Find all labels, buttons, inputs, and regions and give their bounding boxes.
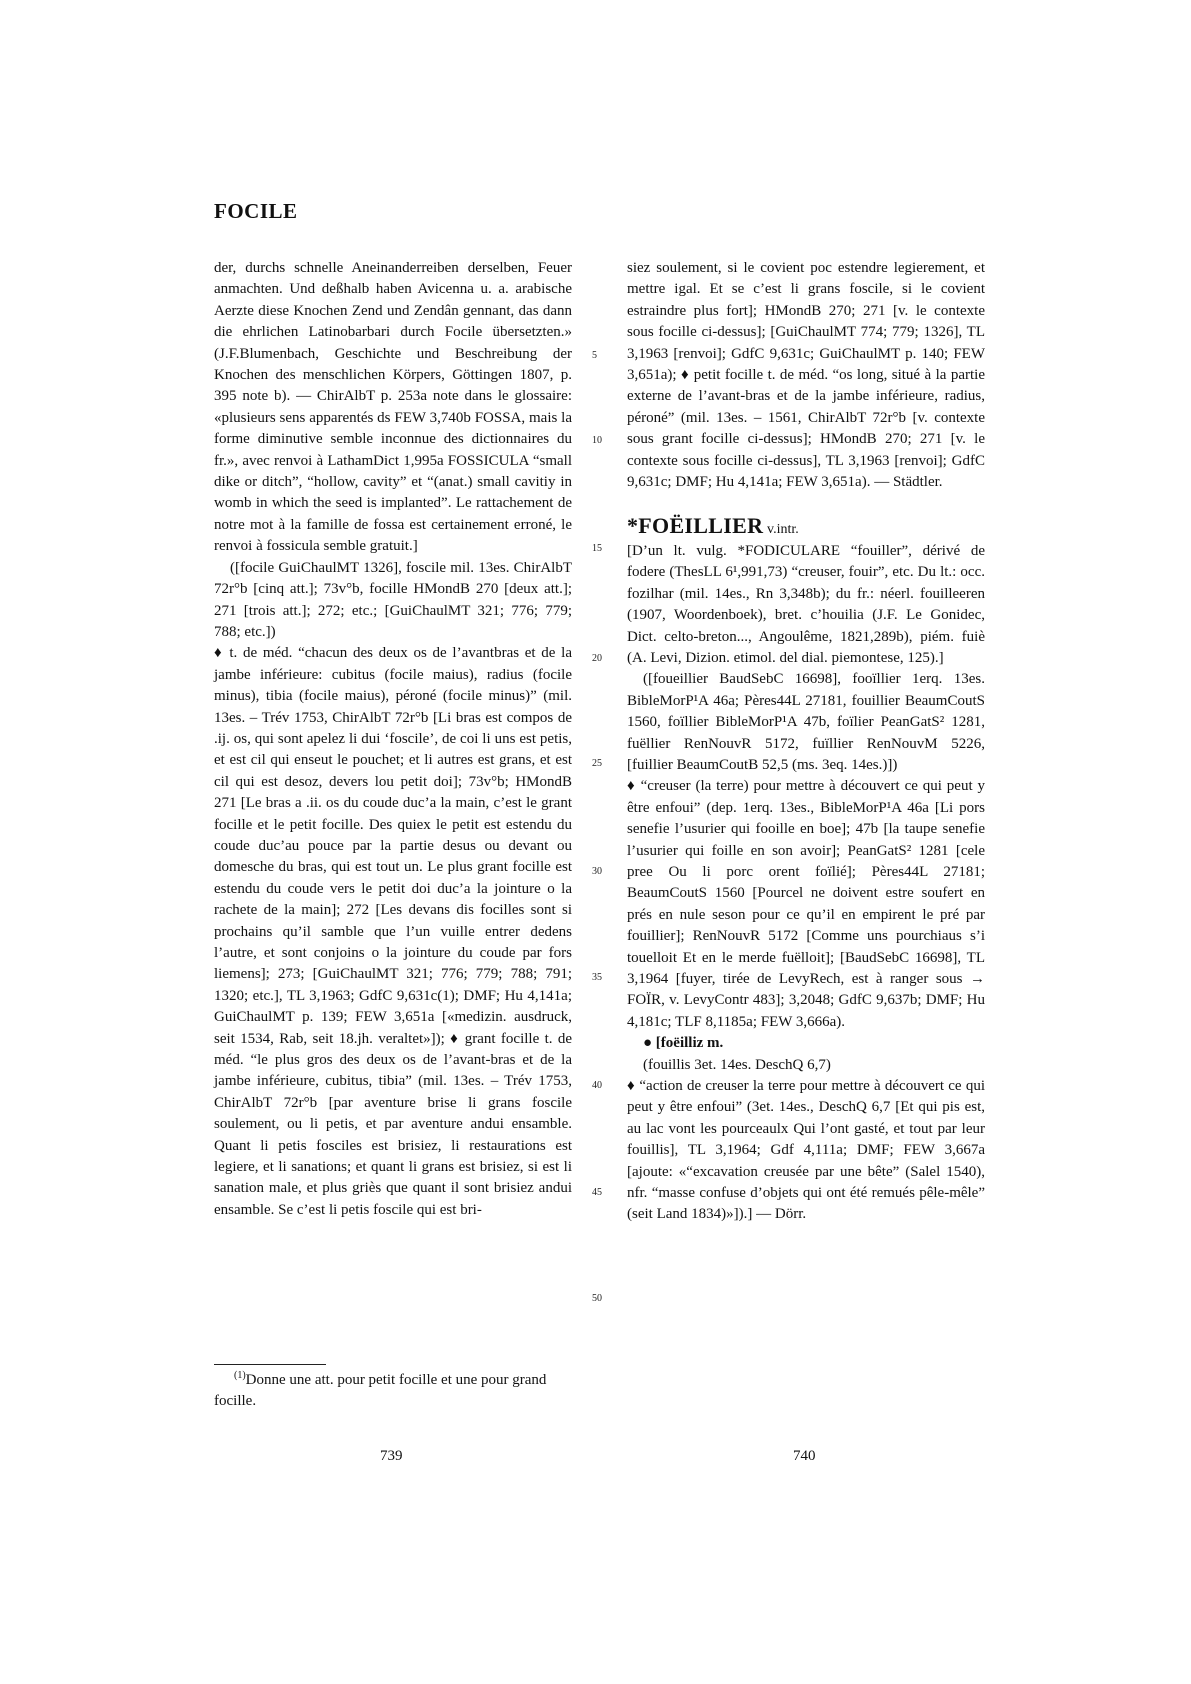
line-number: 25 — [592, 758, 602, 769]
line-number: 5 — [592, 350, 597, 361]
line-number: 35 — [592, 972, 602, 983]
footnote-divider — [214, 1364, 326, 1365]
line-number: 30 — [592, 866, 602, 877]
paragraph: ♦ “creuser (la terre) pour mettre à découvert ce qui peut y être enfoui” (dep. 1erq. 13es., BibleMorP¹A 46a [Li pors senefie l’usurier qui fooille en boe]; 47b [la taupe senefie l’usurier qui foille en son avoir]; PeanGatS² 1281 [cele pree Ou li porc orent foïlié]; Pères44L 27181; BeaumCoutS 1560 [Pourcel ne doivent estre soufert en prés en nule seson pour ce qu’il en empirent le pré par fouillier]; RenNouvR 5172 [Comme uns pourchiaus s’i touelloit Et en le merde fuëlloit]; [BaudSebC 16698], TL 3,1964 [fuyer, tirée de LevyRech, est à ranger sous → FOÏR, v. LevyContr 483]; 3,2048; GdfC 9,637b; DMF; Hu 4,181c; TLF 8,1185a; FEW 3,666a). — [627, 778, 985, 1030]
footnote-marker: (1) — [234, 1370, 246, 1381]
line-number: 15 — [592, 543, 602, 554]
subentry-definition: ♦ “action de creuser la terre pour mettre à découvert ce qui peut y être enfoui” (3et. 14es., DeschQ 6,7 [Et qui pis est, au lac vont les pourceaulx Qui l’ont gasté, et tout par leur fouillis], TL 3,1964; Gdf 4,111a; DMF; FEW 3,667a [ajoute: «“excavation creusée par une bête” (Salel 1540), nfr. “masse confuse d’objets qui ont été remués pêle-mêle” (seit Land 1834)»]).] — Dörr. — [627, 1078, 985, 1223]
paragraph: ♦ t. de méd. “chacun des deux os de l’avantbras et de la jambe inférieure: cubitus (focile maius), radius (focile minus), tibia (focile maius), péroné (focile minus)” (mil. 13es. – Trév 1753, ChirAlbT 72r°b [Li bras est compos de .ij. os, qui sont apelez li dui ‘foscile’, de coi li uns est petis, et est cil qui enseut le pouchet; et li autres est grans, et est cil qui est desoz, devers lou petit doi]; 73v°b; HMondB 271 [Le bras a .ii. os du coude duc’a la main, c’est le grant focille et le petit focille. Des quiex le petit est estendu du coude duc’au pouce par la partie desus ou devant ou domesche du bras, qui est tout un. Le plus grant focille est estendu du coude vers le petit doi duc’a la jointure o la rachete de la main]; 272 [Les devans dis focilles sont si prochains qu’il samble que l’un vuille entrer dedens l’autre, et sont conjoins o la jointure du coude par fors liemens]; 273; [GuiChaulMT 321; 776; 779; 788; 791; 1320; etc.], TL 3,1963; GdfC 9,631c(1); DMF; Hu 4,141a; GuiChaulMT p. 139; FEW 3,651a [«medizin. ausdruck, seit 1534, Rab, seit 18.jh. veraltet»]); ♦ grant focille t. de méd. “le plus gros des deux os de l’avant-bras et de la jambe inférieure, cubitus, tibia” (mil. 13es. – Trév 1753, ChirAlbT 72r°b [par aventure brise li grans foscile soulement, ou li petis, et par aventure andui ensamble. Quant li petis fosciles est brisiez, li restaurations est legiere, et li sanations; et quant li grans est brisiez, si est li sanation male, et plus griès que quant il sont brisiez andui ensamble. Se c’est li petis foscile qui est bri- — [214, 645, 572, 1218]
running-title: FOCILE — [214, 199, 298, 223]
line-number: 10 — [592, 435, 602, 446]
paragraph: der, durchs schnelle Aneinanderreiben derselben, Feuer anmachten. Und deßhalb haben Avicenna u. a. arabische Aerzte diese Knochen Zend und Zendân gennant, das dann die ehrlichen Latinobarbari durch Focile übersetzten.» (J.F.Blumenbach, Geschichte und Beschreibung der Knochen des menschlichen Körpers, Göttingen 1807, p. 395 note b). — ChirAlbT p. 253a note dans le glossaire: «plusieurs sens apparentés ds FEW 3,740b FOSSA, mais la forme diminutive semble inconnue des dictionnaires du fr.», avec renvoi à LathamDict 1,995a FOSSICULA “small dike or ditch”, “hollow, cavity” et “(anat.) small cavitiy in womb in which the seed is implanted”. Le rattachement de notre mot à la famille de fossa est certainement erroné, le renvoi à fossicula semble gratuit.] — [214, 260, 572, 555]
paragraph: siez soulement, si le covient poc estendre legierement, et mettre igal. Et se c’est li grans foscile, si le covient estraindre plus fort]; HMondB 270; 271 [v. le contexte sous focille ci-dessus]; [GuiChaulMT 774; 779; 1326], TL 3,1963 [renvoi]; GdfC 9,631c; GuiChaulMT p. 140; FEW 3,651a); ♦ petit focille t. de méd. “os long, situé à la partie externe de l’avant-bras et de la jambe inférieure, radius, péroné” (mil. 13es. – 1561, ChirAlbT 72r°b [v. contexte sous grant focille ci-dessus]; HMondB 270; 271 [v. le contexte sous focille ci-dessus], TL 3,1963 [renvoi]; GdfC 9,631c; DMF; Hu 4,141a; FEW 3,651a). — Städtler. — [627, 260, 985, 491]
right-column — [627, 258, 985, 1226]
footnote — [214, 1370, 572, 1413]
line-number: 20 — [592, 653, 602, 664]
part-of-speech: v.intr. — [767, 522, 799, 538]
page-number-left: 739 — [380, 1448, 403, 1464]
left-column — [214, 258, 572, 1221]
subentry-forms: (fouillis 3et. 14es. DeschQ 6,7) — [643, 1056, 831, 1073]
paragraph: ([foueillier BaudSebC 16698], fooïllier 1erq. 13es. BibleMorP¹A 46a; Pères44L 27181, fouillier BeaumCoutS 1560, foïllier BibleMorP¹A 47b, foïlier PeanGatS² 1281, fuëllier RenNouvR 5172, fuïllier RenNouvM 5226, [fuillier BeaumCoutB 52,5 (ms. 3eq. 14es.)]) — [627, 671, 985, 773]
entry-heading — [627, 515, 985, 540]
line-number: 40 — [592, 1080, 602, 1091]
subentry-heading: ● [foëilliz m. — [643, 1035, 724, 1052]
paragraph: ([focile GuiChaulMT 1326], foscile mil. 13es. ChirAlbT 72r°b [cinq att.]; 73v°b, focille HMondB 270 [deux att.]; 271 [trois att.]; 272; etc.; [GuiChaulMT 321; 776; 779; 788; etc.]) — [214, 559, 572, 640]
line-number: 45 — [592, 1187, 602, 1198]
footnote-text: Donne une att. pour petit focille et une pour grand focille. — [214, 1372, 547, 1410]
headword: *FOËILLIER — [627, 513, 764, 539]
page-number-right: 740 — [793, 1448, 816, 1464]
line-number: 50 — [592, 1293, 602, 1304]
paragraph: [D’un lt. vulg. *FODICULARE “fouiller”, dérivé de fodere (ThesLL 6¹,991,73) “creuser, fouir”, etc. Du lt.: occ. fozilhar (mil. 14es., Rn 3,348b); du fr.: néerl. fouilleeren (1907, Woordenboek), bret. c’houilia (J.F. Le Gonidec, Dict. celto-breton..., Angoulême, 1821,289b), piém. fuiè (A. Levi, Dizion. etimol. del dial. piemontese, 125).] — [627, 542, 985, 666]
